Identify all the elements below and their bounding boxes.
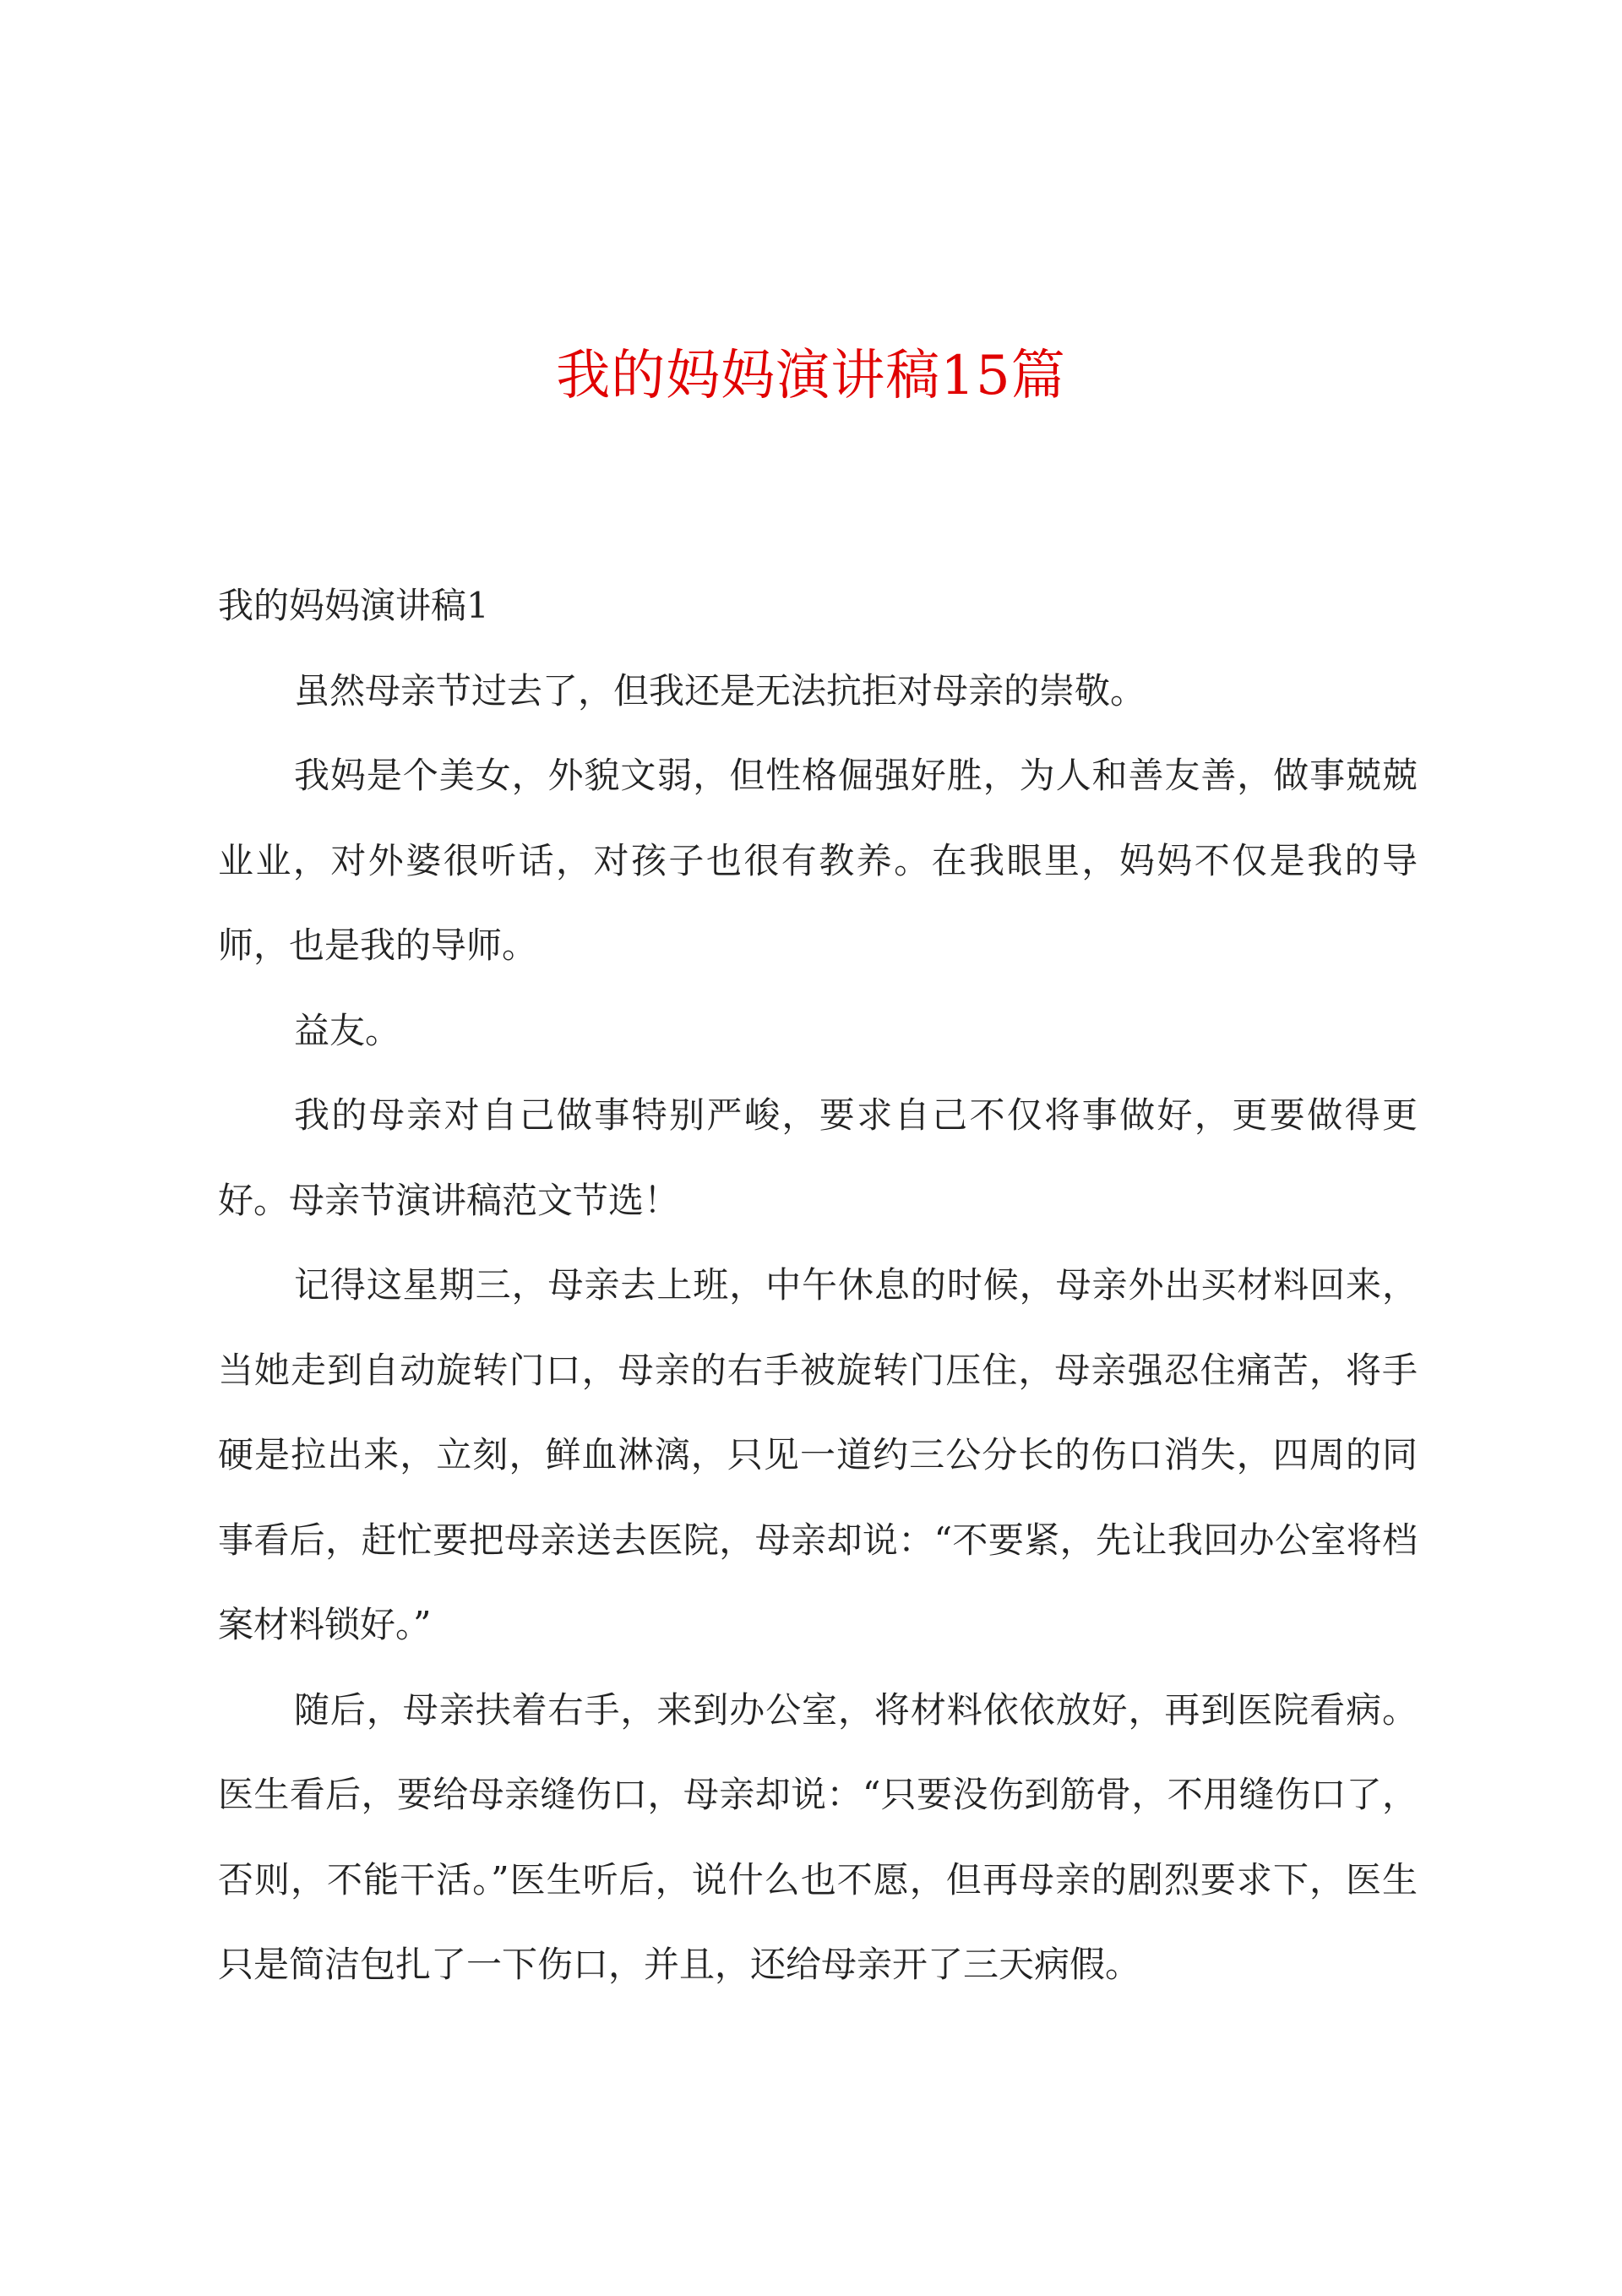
paragraph: 益友。: [294, 1009, 401, 1051]
paragraph: 随后，母亲扶着右手，来到办公室，将材料依依放好，再到医院看病。医生看后，要给母亲缝伤口，母亲却说：“只要没伤到筋骨，不用缝伤口了，否则，不能干活。”医生听后，说什么也不愿，但再母亲的剧烈要求下，医生只是简洁包扎了一下伤口，并且，还给母亲开了三天病假。: [218, 1688, 1418, 1985]
paragraph: 虽然母亲节过去了，但我还是无法抗拒对母亲的崇敬。: [294, 669, 1146, 712]
paragraph: 记得这星期三，母亲去上班，中午休息的时候，母亲外出买材料回来，当她走到自动旋转门口，母亲的右手被旋转门压住，母亲强忍住痛苦，将手硬是拉出来，立刻，鲜血淋漓，只见一道约三公分长的伤口消失，四周的同事看后，赶忙要把母亲送去医院，母亲却说：“不要紧，先让我回办公室将档案材料锁好。”: [218, 1264, 1418, 1645]
document-title: 我的妈妈演讲稿15篇: [556, 345, 1066, 407]
paragraph: 我的母亲对自己做事特别严峻，要求自己不仅将事做好，更要做得更好。母亲节演讲稿范文节选！: [218, 1094, 1418, 1221]
document-body: [218, 564, 1418, 2008]
paragraph: 我妈是个美女，外貌文弱，但性格倔强好胜，为人和善友善，做事兢兢业业，对外婆很听话，对孩子也很有教养。在我眼里，妈妈不仅是我的导师，也是我的导师。: [218, 755, 1418, 966]
section-heading: 我的妈妈演讲稿1: [218, 585, 489, 626]
